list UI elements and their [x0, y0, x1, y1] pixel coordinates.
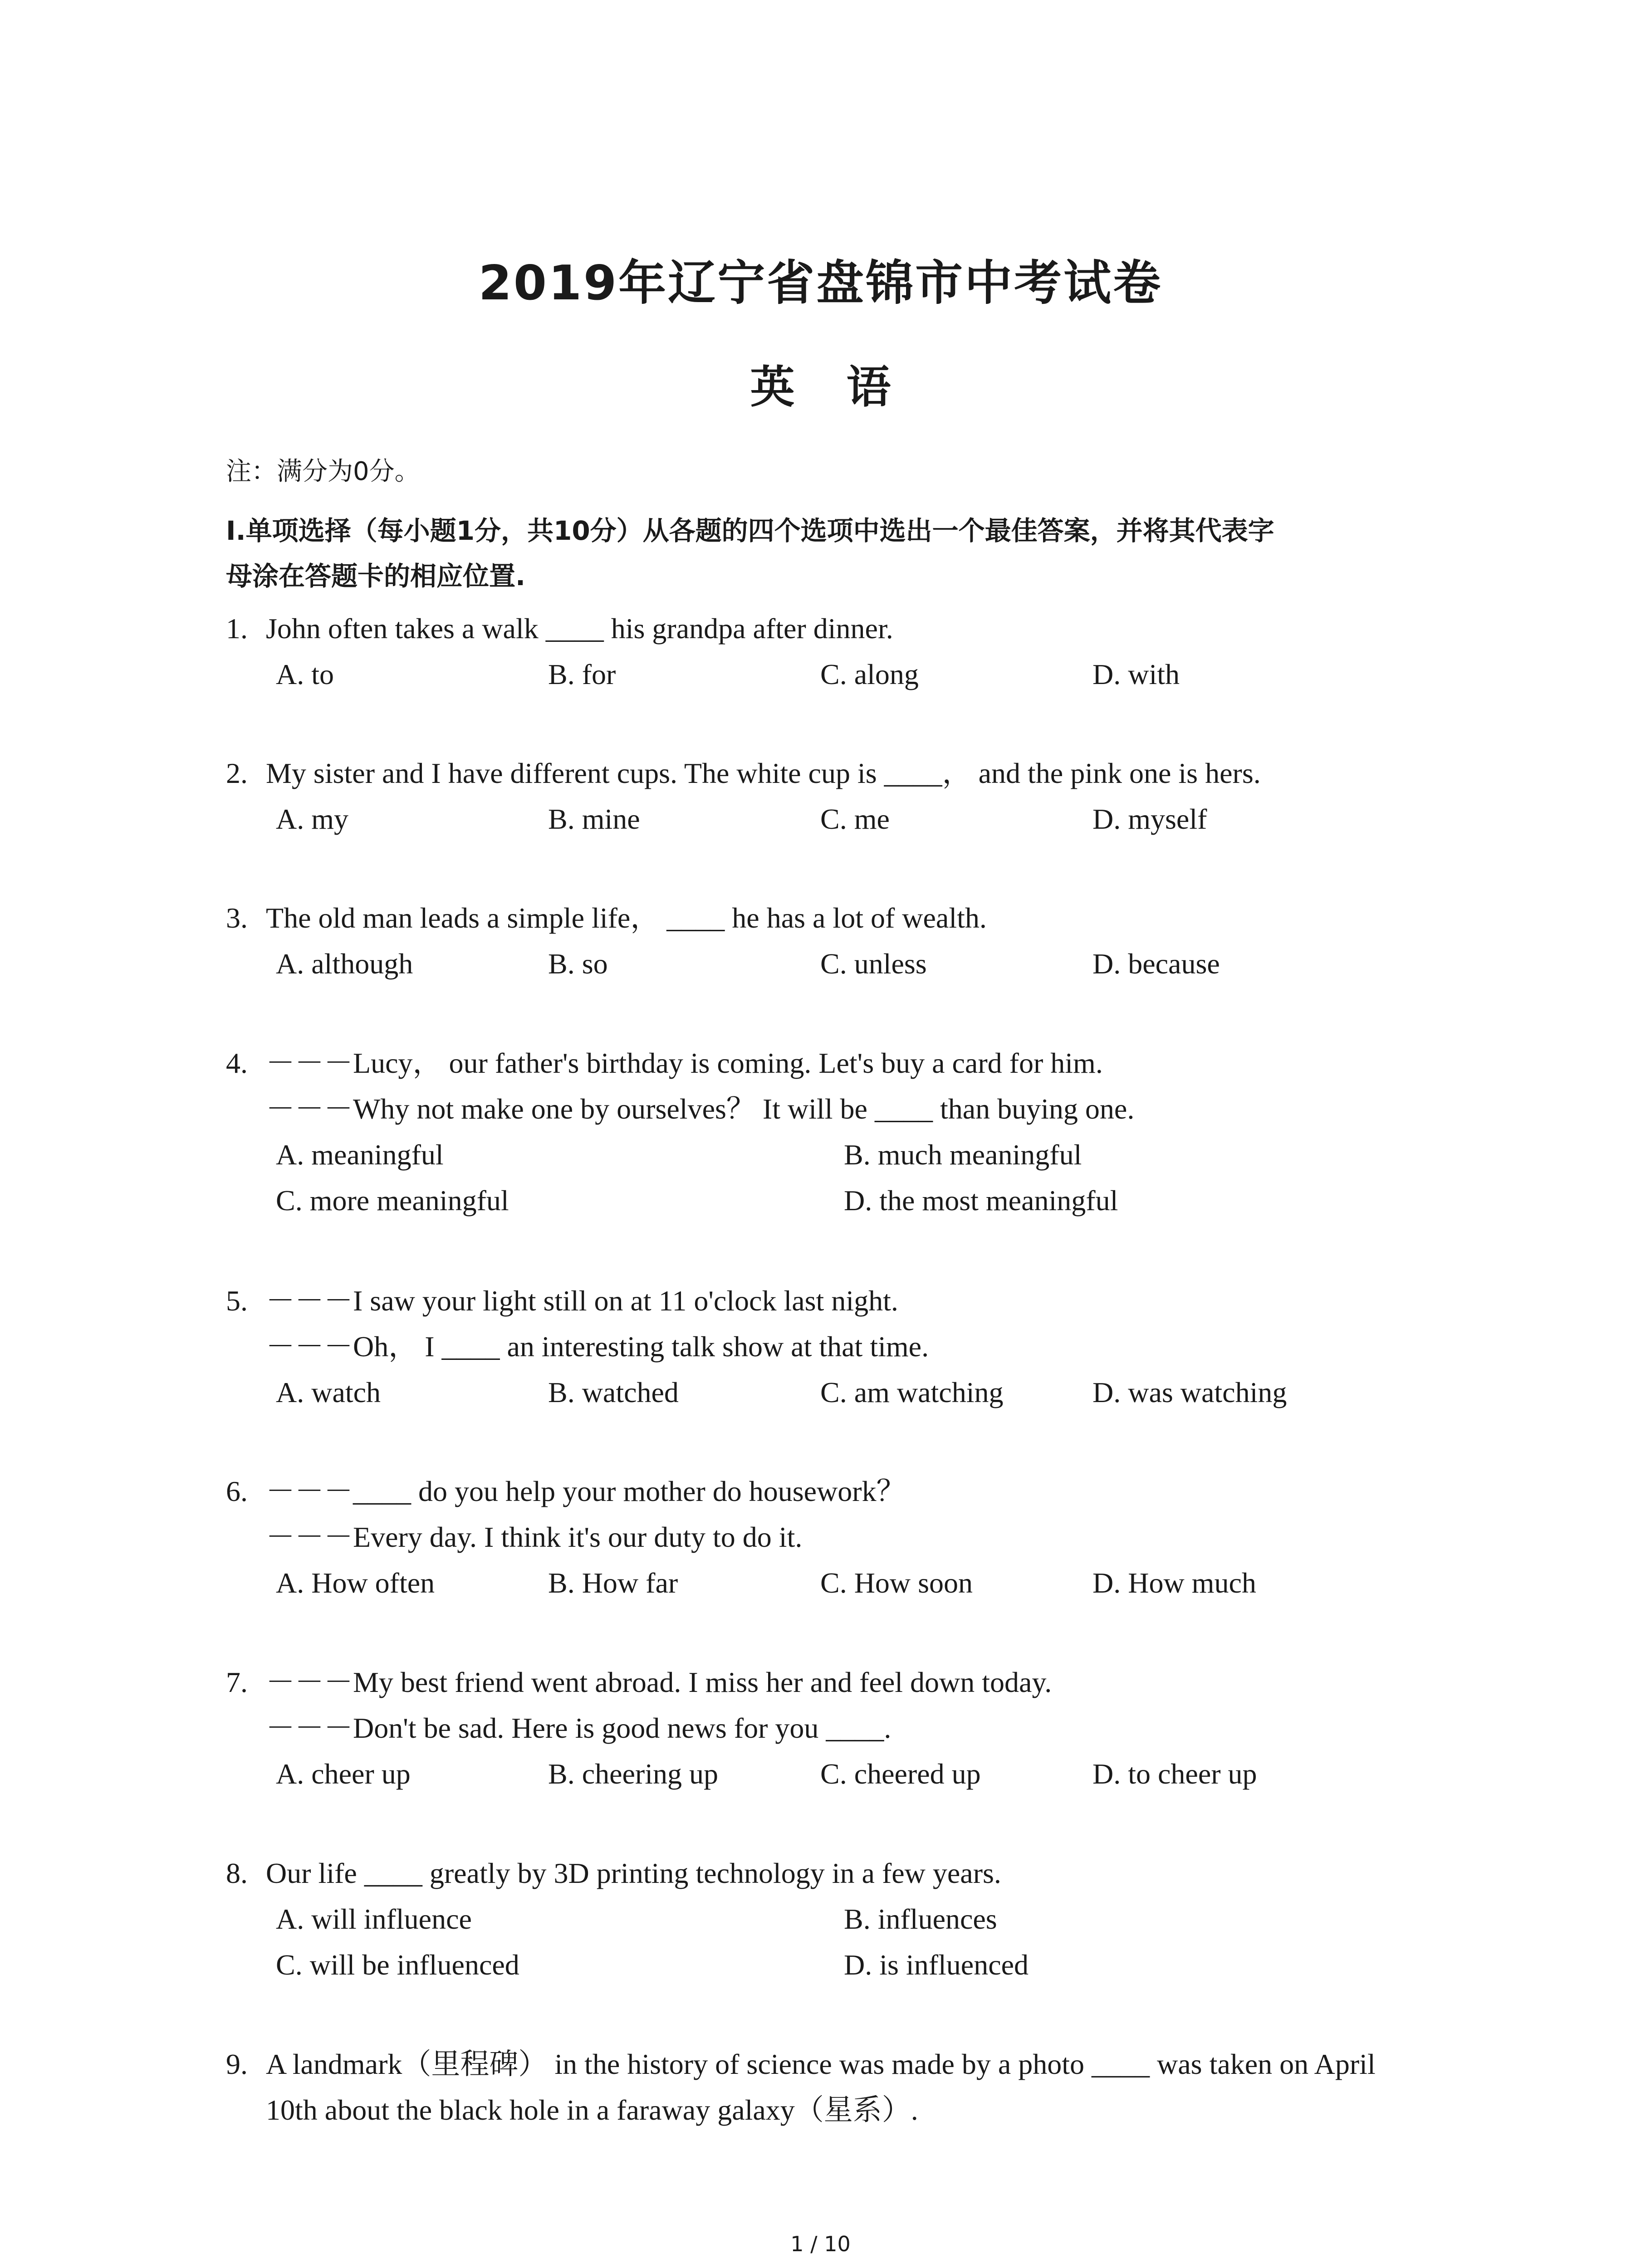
question-6	[226, 1468, 1478, 1606]
question-stem: Our life ____ greatly by 3D printing technology in a few years.	[266, 1857, 1001, 1889]
question-stem: My sister and I have different cups. The white cup is ____， and the pink one is hers.	[266, 757, 1261, 789]
question-5	[226, 1278, 1478, 1415]
question-stem: －－－Every day. I think it's our duty to do it.	[266, 1521, 803, 1553]
option-d: D. myself	[1092, 803, 1207, 835]
question-stem: A landmark（里程碑） in the history of science was made by a photo ____ was taken on April	[266, 2048, 1376, 2080]
question-number: 4.	[226, 1047, 248, 1079]
option-a: A. my	[276, 803, 348, 835]
exam-title: 2019年辽宁省盘锦市中考试卷	[478, 255, 1163, 311]
option-a: A. to	[276, 658, 334, 690]
question-7	[226, 1659, 1478, 1797]
option-c: C. me	[820, 803, 890, 835]
option-a: A. cheer up	[276, 1758, 411, 1790]
question-2	[226, 750, 1478, 842]
option-c: C. How soon	[820, 1567, 973, 1599]
option-a: A. although	[276, 948, 413, 980]
option-d: D. to cheer up	[1092, 1758, 1257, 1790]
question-number: 2.	[226, 757, 248, 789]
option-c: C. more meaningful	[276, 1184, 509, 1217]
question-3	[226, 895, 1478, 987]
option-c: C. cheered up	[820, 1758, 981, 1790]
question-stem: John often takes a walk ____ his grandpa after dinner.	[266, 612, 893, 645]
question-number: 1.	[226, 612, 248, 645]
question-4	[226, 1040, 1478, 1223]
options-row	[226, 1132, 1478, 1178]
options-row	[226, 1942, 1478, 1988]
score-note: 注：满分为0分。	[226, 457, 420, 486]
option-c: C. will be influenced	[276, 1949, 519, 1981]
subject-title: 英 语	[750, 362, 891, 413]
options-row	[226, 1896, 1478, 1942]
question-stem: －－－Oh， I ____ an interesting talk show at that time.	[266, 1330, 929, 1363]
option-d: D. is influenced	[844, 1949, 1029, 1981]
question-stem: －－－I saw your light still on at 11 o'clock last night.	[266, 1285, 898, 1317]
option-a: A. watch	[276, 1376, 381, 1408]
option-d: D. the most meaningful	[844, 1184, 1118, 1217]
question-1	[226, 606, 1478, 697]
options-row	[226, 941, 1478, 987]
option-d: D. with	[1092, 658, 1180, 690]
options-row	[226, 651, 1478, 697]
question-9	[226, 2041, 1478, 2133]
question-number: 7.	[226, 1666, 248, 1698]
section-heading-line: Ⅰ.单项选择（每小题1分，共10分）从各题的四个选项中选出一个最佳答案，并将其代表字	[226, 515, 1274, 546]
options-row	[226, 1751, 1478, 1797]
section-heading	[226, 508, 1469, 599]
options-row	[226, 1560, 1478, 1606]
question-number: 5.	[226, 1285, 248, 1317]
question-stem: The old man leads a simple life， ____ he has a lot of wealth.	[266, 902, 987, 934]
section-heading-line: 母涂在答题卡的相应位置.	[226, 561, 526, 591]
option-c: C. along	[820, 658, 919, 690]
option-b: B. watched	[548, 1376, 679, 1408]
question-number: 3.	[226, 902, 248, 934]
option-d: D. because	[1092, 948, 1220, 980]
option-b: B. influences	[844, 1903, 997, 1935]
option-b: B. much meaningful	[844, 1139, 1082, 1171]
option-a: A. meaningful	[276, 1139, 444, 1171]
option-c: C. unless	[820, 948, 927, 980]
option-a: A. How often	[276, 1567, 435, 1599]
options-row	[226, 796, 1478, 842]
option-c: C. am watching	[820, 1376, 1004, 1408]
question-stem: －－－My best friend went abroad. I miss her and feel down today.	[266, 1666, 1052, 1698]
question-number: 6.	[226, 1475, 248, 1507]
question-stem: －－－Lucy， our father's birthday is coming. Let's buy a card for him.	[266, 1047, 1103, 1079]
question-8	[226, 1850, 1478, 1988]
options-row	[226, 1178, 1478, 1223]
option-b: B. cheering up	[548, 1758, 718, 1790]
question-stem: －－－Don't be sad. Here is good news for you ____.	[266, 1712, 892, 1744]
option-a: A. will influence	[276, 1903, 472, 1935]
option-b: B. mine	[548, 803, 640, 835]
options-row	[226, 1369, 1478, 1415]
option-d: D. How much	[1092, 1567, 1256, 1599]
option-b: B. so	[548, 948, 608, 980]
question-stem: 10th about the black hole in a faraway galaxy（星系）.	[266, 2094, 918, 2126]
option-b: B. How far	[548, 1567, 678, 1599]
option-d: D. was watching	[1092, 1376, 1287, 1408]
page-number: 1 / 10	[790, 2232, 851, 2256]
question-stem: －－－____ do you help your mother do housework？	[266, 1475, 906, 1507]
question-number: 8.	[226, 1857, 248, 1889]
question-stem: －－－Why not make one by ourselves？ It will be ____ than buying one.	[266, 1093, 1135, 1125]
option-b: B. for	[548, 658, 616, 690]
question-number: 9.	[226, 2048, 248, 2080]
